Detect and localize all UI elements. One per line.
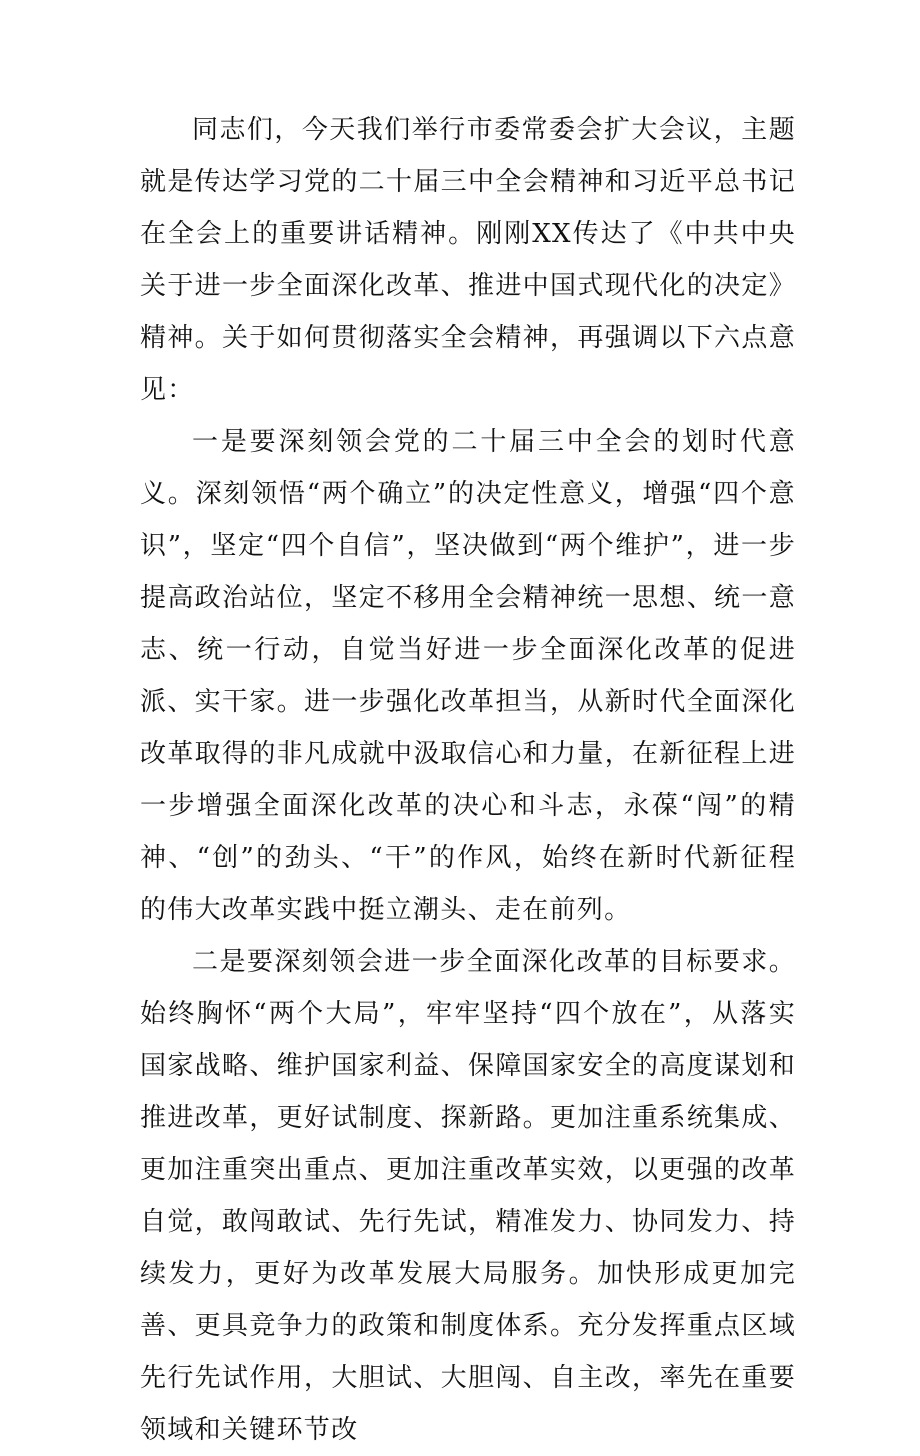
paragraph-point-two: 二是要深刻领会进一步全面深化改革的目标要求。始终胸怀“两个大局”，牢牢坚持“四个放在”，从落实国家战略、维护国家利益、保障国家安全的高度谋划和推进改革，更好试制度、探新路。更加注重系统集成、更加注重突出重点、更加注重改革实效，以更强的改革自觉，敢闯敢试、先行先试，精准发力、协同发力、持续发力，更好为改革发展大局服务。加快形成更加完善、更具竞争力的政策和制度体系。充分发挥重点区域先行先试作用，大胆试、大胆闯、自主改，率先在重要领域和关键环节改 <box>140 947 796 1445</box>
document-body <box>140 104 796 1456</box>
paragraph-opening: 同志们，今天我们举行市委常委会扩大会议，主题就是传达学习党的二十届三中全会精神和习近平总书记在全会上的重要讲话精神。刚刚XX传达了《中共中央关于进一步全面深化改革、推进中国式现代化的决定》精神。关于如何贯彻落实全会精神，再强调以下六点意见： <box>140 115 796 405</box>
paragraph-point-one: 一是要深刻领会党的二十届三中全会的划时代意义。深刻领悟“两个确立”的决定性意义，增强“四个意识”，坚定“四个自信”，坚决做到“两个维护”，进一步提高政治站位，坚定不移用全会精神统一思想、统一意志、统一行动，自觉当好进一步全面深化改革的促进派、实干家。进一步强化改革担当，从新时代全面深化改革取得的非凡成就中汲取信心和力量，在新征程上进一步增强全面深化改革的决心和斗志，永葆“闯”的精神、“创”的劲头、“干”的作风，始终在新时代新征程的伟大改革实践中挺立潮头、走在前列。 <box>140 427 796 925</box>
